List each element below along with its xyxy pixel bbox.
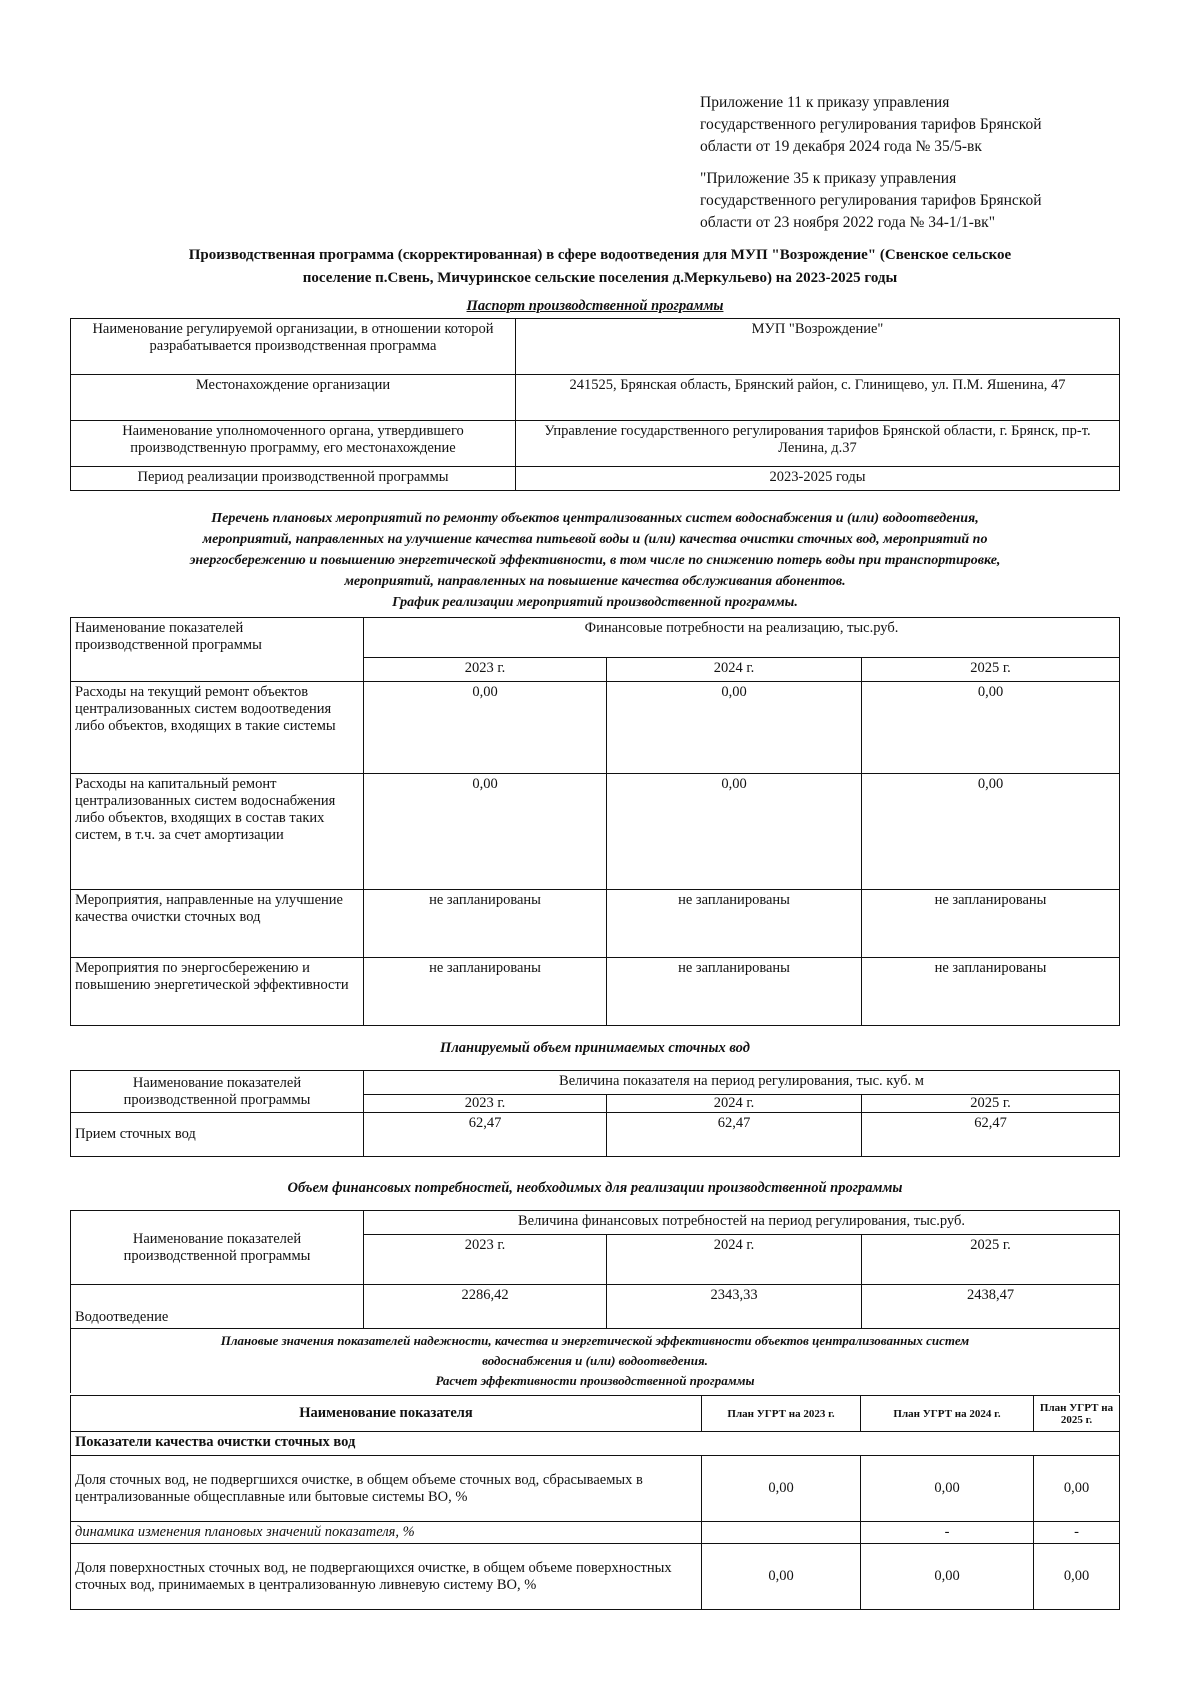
indicator-value (702, 1522, 861, 1544)
table-row (71, 958, 1120, 1026)
table-row (71, 1113, 1120, 1157)
year-header: 2023 г. (364, 1095, 607, 1113)
measures-heading-line: Перечень плановых мероприятий по ремонту объектов централизованных систем водоснабжения и (или) водоотведения, (211, 511, 979, 526)
table-row (71, 618, 1120, 658)
measures-label: Расходы на текущий ремонт объектов централизованных систем водоотведения либо объектов, входящих в такие системы (71, 682, 364, 774)
document-title (90, 244, 1110, 290)
passport-table (70, 318, 1120, 491)
table-row (71, 1285, 1120, 1329)
year-header: 2023 г. (364, 658, 607, 682)
title-line: Производственная программа (скорректированная) в сфере водоотведения для МУП "Возрождение" (Свенское сельское (188, 247, 1012, 263)
year-header: 2024 г. (607, 658, 862, 682)
volume-value: 62,47 (607, 1113, 862, 1157)
volume-col-header: Наименование показателей производственной программы (71, 1071, 364, 1113)
measures-value: 0,00 (862, 682, 1120, 774)
passport-value: Управление государственного регулирования тарифов Брянской области, г. Брянск, пр-т. Ленина, д.37 (516, 421, 1120, 467)
passport-value: МУП "Возрождение" (516, 319, 1120, 375)
indicator-value: - (1034, 1522, 1120, 1544)
volume-value: 62,47 (364, 1113, 607, 1157)
plan-heading-line: Плановые значения показателей надежности, качества и энергетической эффективности объектов централизованных систем (220, 1333, 970, 1348)
indicator-value: 0,00 (702, 1456, 861, 1522)
appendix-35-note (700, 168, 1120, 234)
finance-value: 2438,47 (862, 1285, 1120, 1329)
measures-value: не запланированы (607, 958, 862, 1026)
year-header: 2023 г. (364, 1235, 607, 1285)
plan-header: План УГРТ на 2024 г. (861, 1396, 1034, 1432)
volume-label: Прием сточных вод (71, 1113, 364, 1157)
table-row (71, 1071, 1120, 1095)
table-row (71, 682, 1120, 774)
indicator-value: 0,00 (702, 1544, 861, 1610)
passport-heading: Паспорт производственной программы (466, 298, 724, 314)
indicators-table (70, 1395, 1120, 1610)
plan-heading-line: водоснабжения и (или) водоотведения. (482, 1353, 708, 1368)
finance-heading: Объем финансовых потребностей, необходимых для реализации производственной программы (287, 1180, 903, 1196)
measures-value: 0,00 (364, 682, 607, 774)
table-row (71, 467, 1120, 491)
measures-heading-line: мероприятий, направленных на повышение качества обслуживания абонентов. (344, 574, 846, 589)
measures-label: Мероприятия, направленные на улучшение качества очистки сточных вод (71, 890, 364, 958)
finance-col-header: Наименование показателей производственной программы (71, 1211, 364, 1285)
measures-value: не запланированы (607, 890, 862, 958)
plan-header: План УГРТ на 2023 г. (702, 1396, 861, 1432)
measures-value: 0,00 (607, 774, 862, 890)
table-row (71, 1329, 1120, 1394)
table-row (71, 421, 1120, 467)
table-row (71, 375, 1120, 421)
indicators-col-header: Наименование показателя (71, 1396, 702, 1432)
volume-group-header: Величина показателя на период регулирования, тыс. куб. м (364, 1071, 1120, 1095)
measures-heading-line: мероприятий, направленных на улучшение качества питьевой воды и (или) качества очистки сточных вод, мероприятий по (202, 532, 988, 547)
finance-table (70, 1210, 1120, 1393)
table-row (71, 1456, 1120, 1522)
measures-group-header: Финансовые потребности на реализацию, тыс.руб. (364, 618, 1120, 658)
passport-label: Местонахождение организации (71, 375, 516, 421)
year-header: 2025 г. (862, 658, 1120, 682)
table-row (71, 890, 1120, 958)
plan-heading-line: Расчет эффективности производственной программы (435, 1373, 755, 1388)
measures-table (70, 617, 1120, 1026)
measures-value: 0,00 (862, 774, 1120, 890)
measures-label: Расходы на капитальный ремонт централизованных систем водоснабжения либо объектов, входящих в состав таких систем, в т.ч. за счет амортизации (71, 774, 364, 890)
indicator-value: 0,00 (861, 1544, 1034, 1610)
finance-value: 2286,42 (364, 1285, 607, 1329)
measures-heading-line: энергосбережению и повышению энергетической эффективности, в том числе по снижению потерь воды при транспортировке, (189, 553, 1001, 568)
table-row (71, 1522, 1120, 1544)
year-header: 2024 г. (607, 1095, 862, 1113)
table-row (71, 1432, 1120, 1456)
appendix-11-line: Приложение 11 к приказу управления (700, 94, 950, 111)
table-row (71, 774, 1120, 890)
appendix-11-line: области от 19 декабря 2024 года № 35/5-вк (700, 138, 982, 155)
measures-value: 0,00 (364, 774, 607, 890)
table-row (71, 1396, 1120, 1432)
measures-value: 0,00 (607, 682, 862, 774)
indicator-label: динамика изменения плановых значений показателя, % (71, 1522, 702, 1544)
passport-label: Период реализации производственной программы (71, 467, 516, 491)
indicator-value: 0,00 (861, 1456, 1034, 1522)
indicator-value: 0,00 (1034, 1544, 1120, 1610)
volume-table (70, 1070, 1120, 1157)
indicators-section: Показатели качества очистки сточных вод (71, 1432, 1120, 1456)
table-row (71, 319, 1120, 375)
appendix-35-line: "Приложение 35 к приказу управления (700, 170, 957, 187)
appendix-35-line: государственного регулирования тарифов Брянской (700, 192, 1042, 209)
measures-label: Мероприятия по энергосбережению и повышению энергетической эффективности (71, 958, 364, 1026)
table-row (71, 1211, 1120, 1235)
finance-group-header: Величина финансовых потребностей на период регулирования, тыс.руб. (364, 1211, 1120, 1235)
year-header: 2024 г. (607, 1235, 862, 1285)
table-row (71, 1544, 1120, 1610)
plan-header: План УГРТ на 2025 г. (1034, 1396, 1120, 1432)
measures-value: не запланированы (364, 958, 607, 1026)
measures-col-header: Наименование показателей производственной программы (71, 618, 364, 682)
passport-value: 241525, Брянская область, Брянский район, с. Глинищево, ул. П.М. Яшенина, 47 (516, 375, 1120, 421)
measures-value: не запланированы (862, 958, 1120, 1026)
year-header: 2025 г. (862, 1095, 1120, 1113)
indicator-label: Доля сточных вод, не подвергшихся очистке, в общем объеме сточных вод, сбрасываемых в централизованные общесплавные или бытовые системы ВО, % (71, 1456, 702, 1522)
volume-heading: Планируемый объем принимаемых сточных вод (440, 1040, 750, 1056)
measures-heading-line: График реализации мероприятий производственной программы. (392, 595, 798, 610)
indicator-label: Доля поверхностных сточных вод, не подвергающихся очистке, в общем объеме поверхностных сточных вод, принимаемых в централизованную ливневую систему ВО, % (71, 1544, 702, 1610)
passport-value: 2023-2025 годы (516, 467, 1120, 491)
title-line: поселение п.Свень, Мичуринское сельские поселения д.Меркульево) на 2023-2025 годы (302, 270, 898, 286)
finance-label: Водоотведение (71, 1285, 364, 1329)
measures-value: не запланированы (364, 890, 607, 958)
indicator-value: 0,00 (1034, 1456, 1120, 1522)
volume-value: 62,47 (862, 1113, 1120, 1157)
passport-label: Наименование регулируемой организации, в отношении которой разрабатывается производственная программа (71, 319, 516, 375)
year-header: 2025 г. (862, 1235, 1120, 1285)
plan-heading (71, 1329, 1120, 1394)
measures-value: не запланированы (862, 890, 1120, 958)
indicator-value: - (861, 1522, 1034, 1544)
appendix-35-line: области от 23 ноября 2022 года № 34-1/1-вк" (700, 214, 996, 231)
measures-heading (40, 508, 1150, 613)
appendix-11-line: государственного регулирования тарифов Брянской (700, 116, 1042, 133)
passport-label: Наименование уполномоченного органа, утвердившего производственную программу, его местонахождение (71, 421, 516, 467)
finance-value: 2343,33 (607, 1285, 862, 1329)
appendix-11-note (700, 92, 1120, 158)
